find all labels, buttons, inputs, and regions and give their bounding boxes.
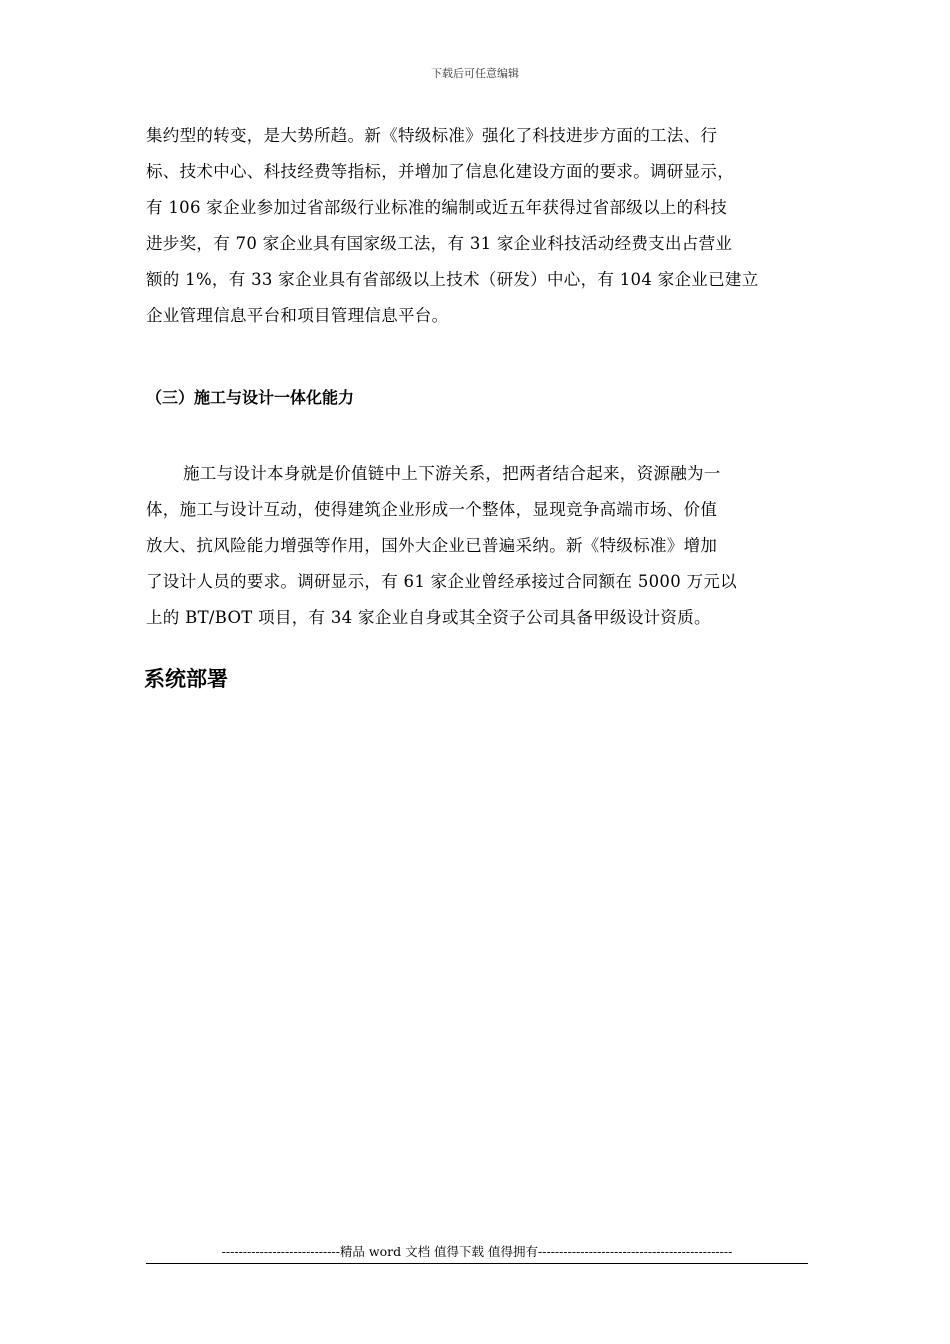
paragraph-line: 进步奖，有 70 家企业具有国家级工法，有 31 家企业科技活动经费支出占营业 (146, 234, 733, 253)
page-footer (146, 1243, 808, 1264)
body-paragraph-1 (146, 118, 808, 334)
body-paragraph-2 (146, 456, 808, 636)
paragraph-line: 企业管理信息平台和项目管理信息平台。 (146, 306, 449, 325)
paragraph-line: 施工与设计本身就是价值链中上下游关系，把两者结合起来，资源融为一 (183, 464, 721, 483)
paragraph-line: 放大、抗风险能力增强等作用，国外大企业已普遍采纳。新《特级标准》增加 (146, 536, 718, 555)
paragraph-line: 体，施工与设计互动，使得建筑企业形成一个整体，显现竞争高端市场、价值 (146, 500, 718, 519)
paragraph-line: 上的 BT/BOT 项目，有 34 家企业自身或其全资子公司具备甲级设计资质。 (146, 608, 711, 627)
paragraph-line: 有 106 家企业参加过省部级行业标准的编制或近五年获得过省部级以上的科技 (146, 198, 728, 217)
footer-divider (146, 1263, 808, 1264)
paragraph-line: 额的 1%，有 33 家企业具有省部级以上技术（研发）中心，有 104 家企业已建立 (146, 270, 759, 289)
subheading-design-integration: （三）施工与设计一体化能力 (146, 388, 355, 407)
paragraph-line: 了设计人员的要求。调研显示，有 61 家企业曾经承接过合同额在 5000 万元以 (146, 572, 737, 591)
paragraph-line: 标、技术中心、科技经费等指标，并增加了信息化建设方面的要求。调研显示， (146, 162, 734, 181)
page-header-note: 下载后可任意编辑 (431, 67, 519, 80)
paragraph-line: 集约型的转变，是大势所趋。新《特级标准》强化了科技进步方面的工法、行 (146, 126, 718, 145)
footer-text: ----------------------------精品 word 文档 值得下载 值得拥有---------------------------------------------- (221, 1244, 733, 1259)
section-heading-system-deployment: 系统部署 (144, 667, 228, 691)
